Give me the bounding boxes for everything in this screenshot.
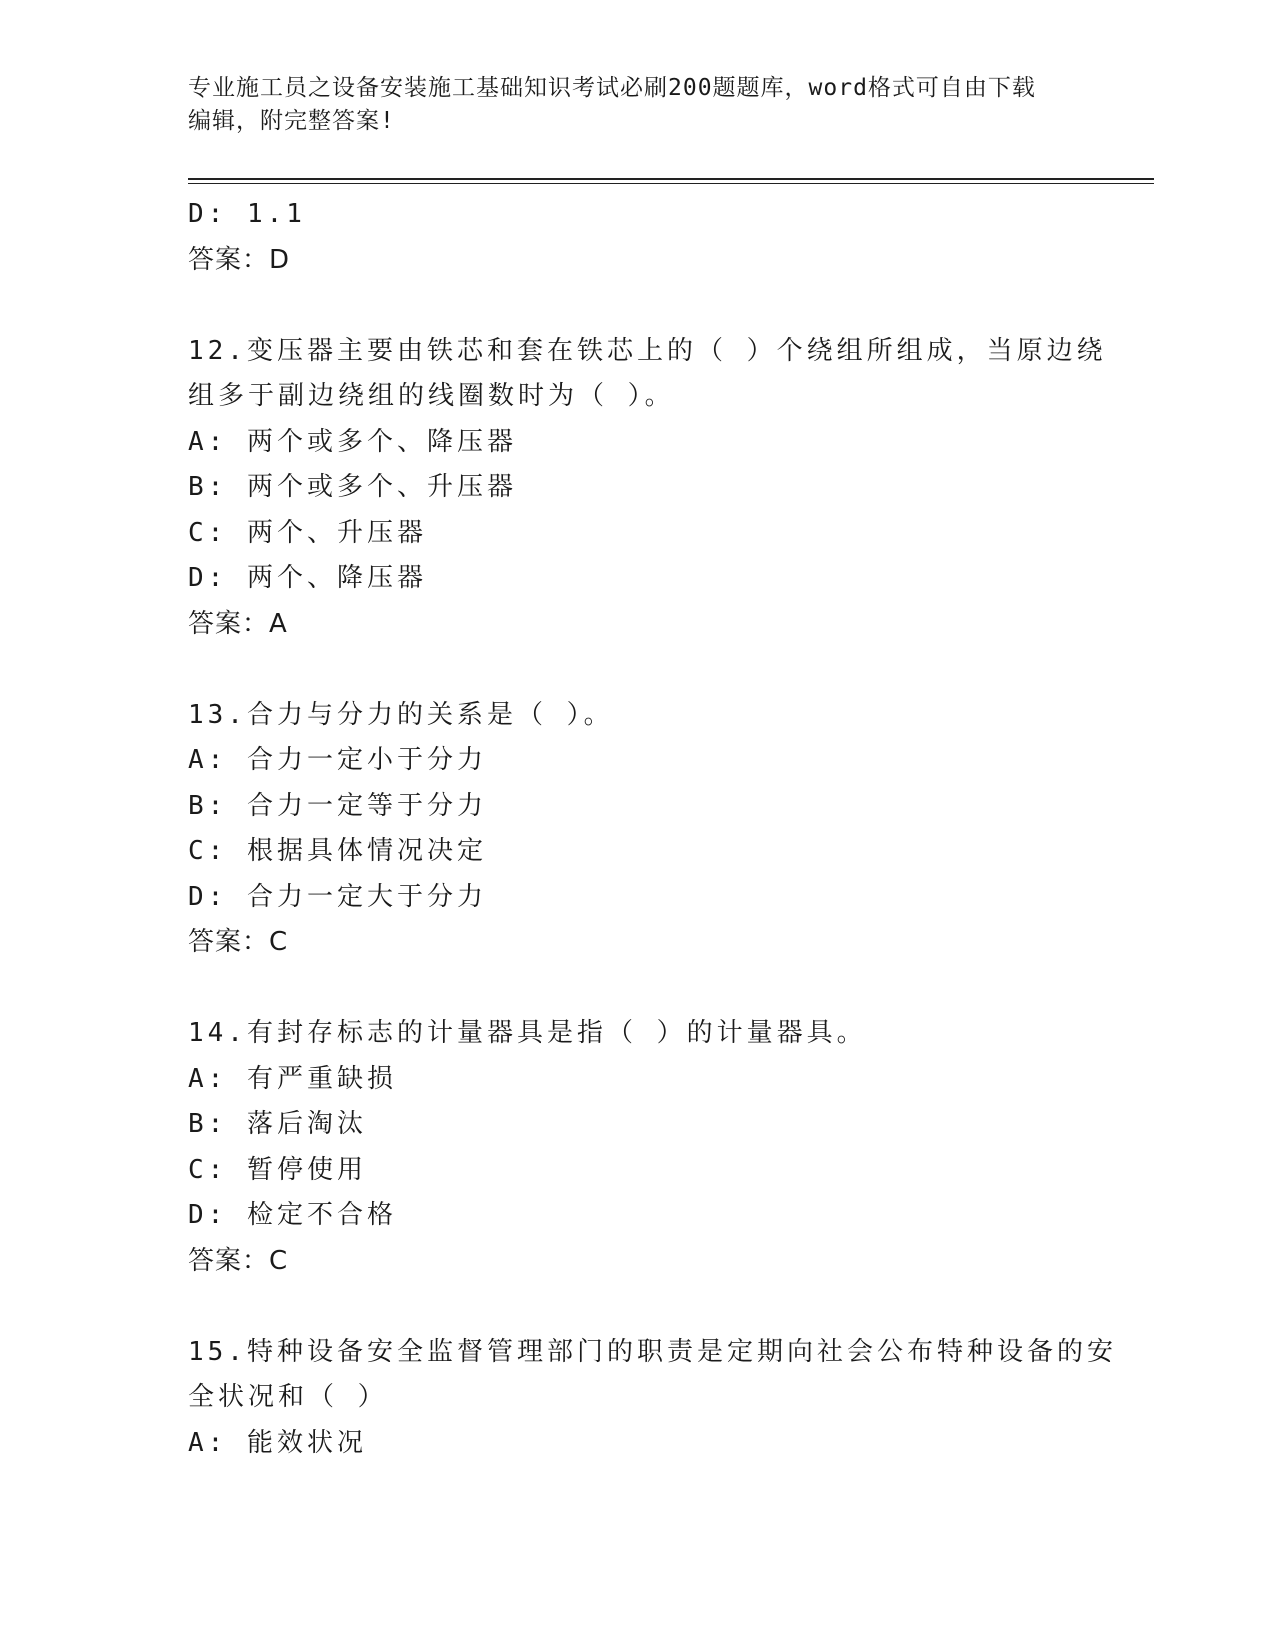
question-12 xyxy=(188,329,1107,648)
question-stem: 13.合力与分力的关系是（ ）。 xyxy=(188,699,614,730)
header-line-2: 编辑，附完整答案! xyxy=(188,108,395,134)
answer-line: 答案：C xyxy=(188,927,289,957)
option-d: D: 两个、降压器 xyxy=(188,563,427,593)
header-divider-thick xyxy=(188,178,1154,180)
option-a: A: 能效状况 xyxy=(188,1427,367,1458)
spacer xyxy=(188,966,1088,1012)
question-15 xyxy=(188,1330,1117,1467)
header-divider-thin xyxy=(188,183,1154,184)
spacer xyxy=(188,283,1088,329)
question-13 xyxy=(188,693,1088,966)
question-content xyxy=(188,192,1117,1466)
question-stem: 12.变压器主要由铁芯和套在铁芯上的（ ）个绕组所组成，当原边绕 xyxy=(188,335,1107,366)
question-stem: 15.特种设备安全监督管理部门的职责是定期向社会公布特种设备的安 xyxy=(188,1336,1117,1367)
question-14 xyxy=(188,1011,1088,1284)
answer-line: 答案：C xyxy=(188,1245,289,1276)
option-d: D: 1.1 xyxy=(188,199,306,229)
answer-line: 答案：D xyxy=(188,244,291,275)
option-a: A: 有严重缺损 xyxy=(188,1063,397,1094)
spacer xyxy=(188,1284,1088,1330)
answer-line: 答案：A xyxy=(188,608,288,639)
spacer xyxy=(188,647,1088,693)
question-stem-cont: 全状况和（ ） xyxy=(188,1382,388,1412)
option-d: D: 检定不合格 xyxy=(188,1200,397,1230)
option-a: A: 两个或多个、降压器 xyxy=(188,426,517,457)
option-c: C: 暂停使用 xyxy=(188,1154,367,1185)
option-c: C: 两个、升压器 xyxy=(188,517,427,548)
option-a: A: 合力一定小于分力 xyxy=(188,745,487,775)
option-c: C: 根据具体情况决定 xyxy=(188,836,487,866)
document-header xyxy=(188,72,1088,138)
question-stem-cont: 组多于副边绕组的线圈数时为（ ）。 xyxy=(188,381,675,411)
option-b: B: 合力一定等于分力 xyxy=(188,790,487,821)
question-stem: 14.有封存标志的计量器具是指（ ）的计量器具。 xyxy=(188,1018,867,1048)
header-line-1: 专业施工员之设备安装施工基础知识考试必刷200题题库，word格式可自由下载 xyxy=(188,75,1036,101)
option-b: B: 落后淘汰 xyxy=(188,1109,367,1139)
option-b: B: 两个或多个、升压器 xyxy=(188,472,517,502)
option-d: D: 合力一定大于分力 xyxy=(188,881,487,912)
